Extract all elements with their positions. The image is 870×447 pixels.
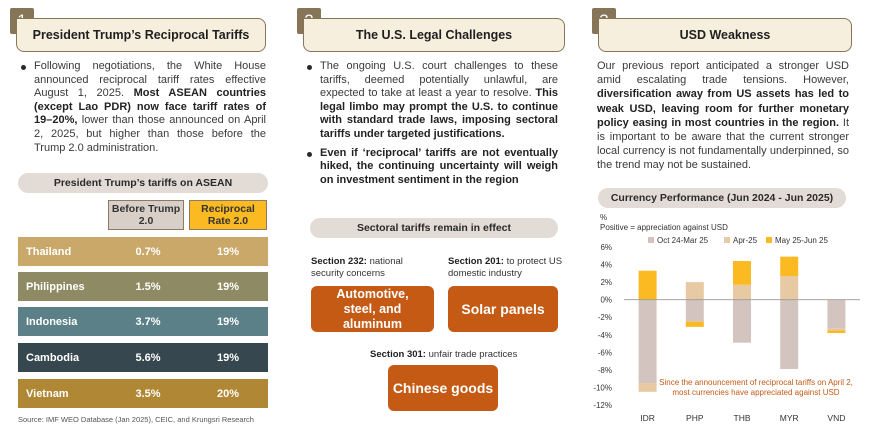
table-row (18, 343, 268, 372)
bar-segment (733, 261, 751, 285)
col3-text-2: It is important to be aware that the current stronger local currency is not fundamentally underpinned, so the trend may not be sustained. (597, 116, 850, 172)
bar-segment (639, 383, 657, 392)
col3-paragraph (597, 59, 849, 173)
table-row (18, 379, 268, 408)
col1-bullet (20, 60, 266, 160)
row-before: 3.5% (135, 387, 161, 400)
legend-swatch (766, 237, 772, 243)
table-row (18, 307, 268, 336)
bar-segment (827, 329, 845, 331)
source-note: Source: IMF WEO Database (Jan 2025), CEIC, and Krungsri Research (18, 415, 254, 424)
bar-segment (639, 300, 657, 383)
table-row (18, 272, 268, 301)
y-tick-label: 6% (600, 243, 612, 252)
col1-bullet-bold: Most ASEAN countries (except Lao PDR) now face tariff rates of 19–20%, (34, 87, 266, 127)
y-tick-label: -10% (593, 383, 612, 393)
row-country: Vietnam (26, 387, 69, 400)
section-title-2: The U.S. Legal Challenges (303, 18, 565, 52)
y-tick-label: -6% (597, 348, 612, 358)
chart-annotation: Since the announcement of reciprocal tariffs on April 2, most currencies have appreciated against USD (659, 378, 853, 397)
row-before: 5.6% (135, 351, 161, 364)
bar-segment (686, 282, 704, 300)
y-tick-label: 0% (600, 295, 612, 305)
bar-segment (780, 300, 798, 369)
bar-segment (780, 276, 798, 300)
box-solar: Solar panels (448, 286, 558, 332)
y-tick-label: 4% (600, 260, 612, 270)
x-tick-label: THB (733, 413, 751, 423)
y-tick-label: 2% (600, 278, 612, 288)
bar-segment (639, 271, 657, 300)
bar-segment (686, 300, 704, 322)
y-tick-label: -12% (593, 401, 612, 410)
col3-text-bold: diversification away from US assets has led to weak USD, leaving room for further monetary policy easing in most countries in the region. (597, 88, 849, 129)
row-before: 0.7% (135, 245, 161, 258)
row-before: 1.5% (135, 280, 161, 293)
row-reciprocal: 20% (216, 387, 240, 400)
bar-segment (827, 330, 845, 333)
tariff-table-title: President Trump’s tariffs on ASEAN (18, 173, 268, 193)
x-tick-label: VND (827, 413, 846, 423)
bar-segment (686, 322, 704, 327)
row-reciprocal: 19% (216, 351, 240, 364)
legend-label: Apr-25 (733, 236, 758, 245)
bar-segment (733, 285, 751, 300)
col2-bullets (306, 60, 558, 192)
header-before-trump: Before Trump 2.0 (108, 200, 184, 230)
row-reciprocal: 19% (216, 280, 240, 293)
chart-title: Currency Performance (Jun 2024 - Jun 2025) (598, 188, 846, 208)
bar-segment (733, 300, 751, 343)
row-country: Philippines (26, 280, 85, 293)
section-232-label: Section 232: national security concerns (311, 256, 403, 279)
row-country: Cambodia (26, 351, 80, 364)
row-reciprocal: 19% (216, 245, 240, 258)
sectoral-title: Sectoral tariffs remain in effect (310, 218, 558, 238)
y-tick-label: -4% (597, 330, 612, 340)
section-title-3: USD Weakness (598, 18, 852, 52)
chart-note: Positive = appreciation against USD (600, 223, 728, 232)
x-tick-label: MYR (779, 413, 799, 423)
col1-bullet-text-2: lower than those announced on April 2, 2025, but higher than those before the Trump 2.0 administration. (34, 114, 266, 154)
y-tick-label: -8% (597, 365, 612, 375)
row-reciprocal: 19% (216, 315, 240, 328)
table-row (18, 237, 268, 266)
section-title-1: President Trump’s Reciprocal Tariffs (16, 18, 266, 52)
row-country: Thailand (26, 245, 72, 258)
box-china: Chinese goods (388, 365, 498, 411)
y-tick-label: -2% (597, 313, 612, 323)
bar-segment (827, 300, 845, 329)
x-tick-label: PHP (686, 413, 704, 423)
col3-text-1: Our previous report anticipated a stronger USD amid escalating trade tensions. However, (597, 60, 849, 87)
chart-unit-label: % (600, 213, 608, 222)
currency-chart (586, 210, 866, 425)
row-country: Indonesia (26, 315, 78, 328)
legend-label: Oct 24-Mar 25 (657, 236, 709, 245)
legend-swatch (724, 237, 730, 243)
box-automotive: Automotive, steel, and aluminum (311, 286, 434, 332)
legend-swatch (648, 237, 654, 243)
row-before: 3.7% (135, 315, 161, 328)
col2-bullet1-text: The ongoing U.S. court challenges to these tariffs, deemed potentially unlawful, are expected to take at least a year to resolve. (320, 60, 558, 100)
x-tick-label: IDR (640, 413, 655, 423)
col2-bullet2-bold: Even if ‘reciprocal’ tariffs are not eventually hiked, the continuing uncertainty will weigh on investment sentiment in the region (320, 146, 558, 186)
bar-segment (780, 257, 798, 276)
section-201-label: Section 201: to protect US domestic industry (448, 256, 563, 279)
section-301-label: Section 301: unfair trade practices (370, 349, 518, 360)
legend-label: May 25-Jun 25 (775, 236, 828, 245)
col1-bullet-text-1: Following negotiations, the White House announced reciprocal tariff rates effective August 1, 2025. (34, 60, 266, 100)
col2-bullet1-bold: This legal limbo may prompt the U.S. to continue with standard trade laws, imposing sectoral tariffs under targeted justifications. (320, 87, 558, 140)
header-reciprocal-rate: Reciprocal Rate 2.0 (189, 200, 267, 230)
